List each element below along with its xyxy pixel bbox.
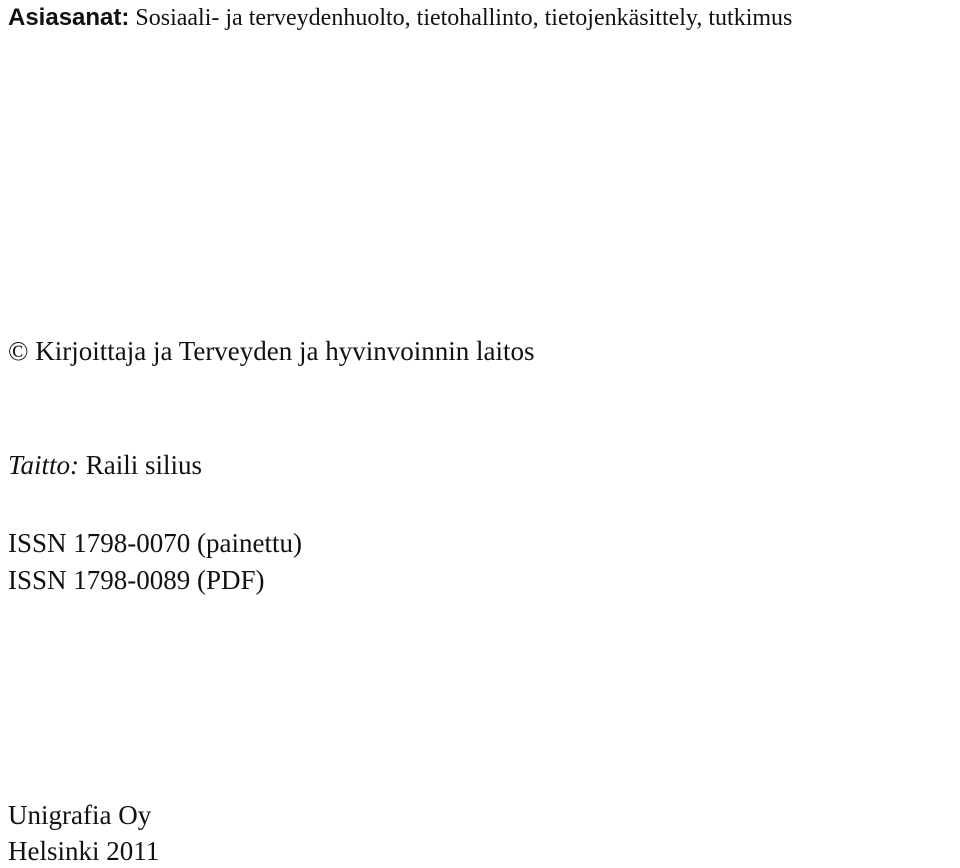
layout-name: Raili silius [79, 450, 203, 480]
publication-place-year: Helsinki 2011 [8, 836, 160, 866]
keywords-text: Sosiaali- ja terveydenhuolto, tietohallinto, tietojenkäsittely, tutkimus [129, 5, 793, 31]
issn-print: ISSN 1798-0070 (painettu) [8, 528, 302, 558]
layout-label: Taitto: [8, 450, 80, 480]
layout-credit [8, 448, 202, 482]
publisher-name: Unigrafia Oy [8, 800, 152, 830]
issn-pdf: ISSN 1798-0089 (PDF) [8, 565, 265, 595]
keywords-line [8, 2, 792, 34]
keywords-label: Asiasanat: [8, 4, 130, 31]
copyright-notice: © Kirjoittaja ja Terveyden ja hyvinvoinnin laitos [8, 336, 535, 366]
